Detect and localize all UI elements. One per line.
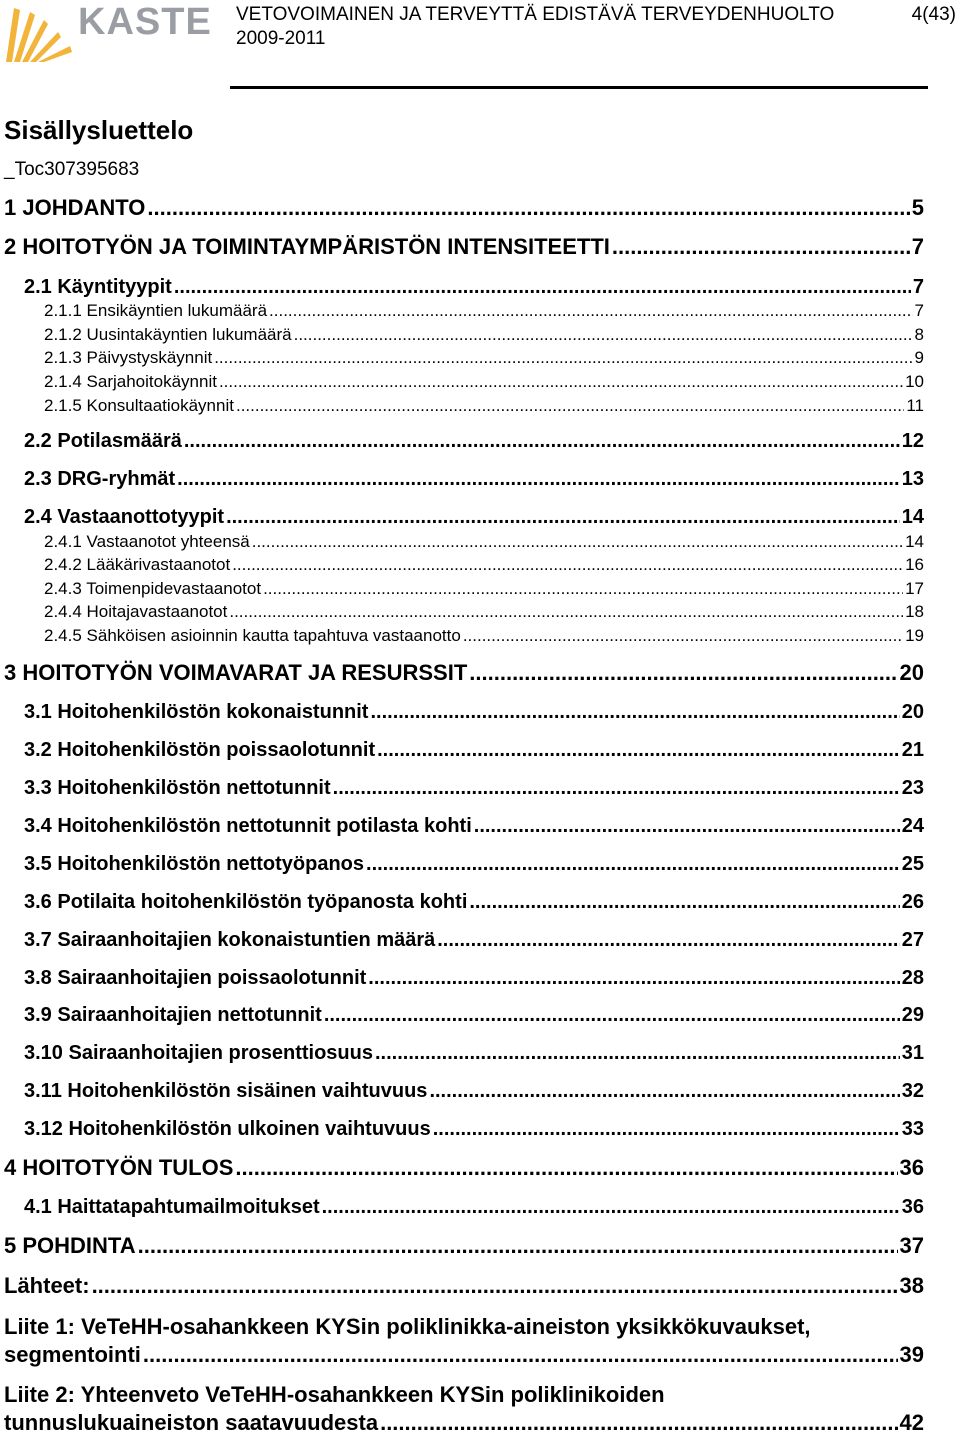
document-title: VETOVOIMAINEN JA TERVEYTTÄ EDISTÄVÄ TERVEYDENHUOLTO	[236, 4, 835, 25]
toc-entry-3-10[interactable]	[24, 1040, 924, 1066]
toc-leader	[324, 1002, 900, 1028]
toc-entry-label: 2 HOITOTYÖN JA TOIMINTAYMPÄRISTÖN INTENSITEETTI	[4, 234, 610, 259]
toc-entry-section-3[interactable]	[4, 659, 924, 687]
toc-entry-label: 3.5 Hoitohenkilöstön nettotyöpanos	[24, 853, 365, 875]
toc-entry-label: 2.1 Käyntityypit	[24, 276, 172, 298]
toc-entry-3-11[interactable]	[24, 1078, 924, 1104]
toc-entry-page: 7	[912, 276, 924, 298]
toc-entry-3-6[interactable]	[24, 889, 924, 915]
toc-entry-2-2[interactable]	[24, 428, 924, 454]
toc-entry-label: 2.4.3 Toimenpidevastaanotot	[44, 579, 262, 598]
toc-leader	[184, 428, 900, 454]
toc-entry-continuation	[4, 1341, 924, 1369]
toc-leader	[294, 324, 913, 346]
toc-entry-liite-1[interactable]	[4, 1313, 924, 1369]
toc-entry-label: 2.1.1 Ensikäyntien lukumäärä	[44, 301, 268, 320]
toc-leader	[375, 1040, 900, 1066]
toc-leader	[368, 965, 899, 991]
toc-leader	[433, 1116, 900, 1142]
toc-leader	[263, 578, 903, 600]
toc-entry-3-7[interactable]	[24, 927, 924, 953]
toc-entry-label: 2.3 DRG-ryhmät	[24, 468, 176, 490]
toc-entry-label: 3.2 Hoitohenkilöstön poissaolotunnit	[24, 739, 376, 761]
toc-entry-label: 5 POHDINTA	[4, 1233, 136, 1258]
document-years: 2009-2011	[236, 28, 326, 49]
toc-entry-label: 3.4 Hoitohenkilöstön nettotunnit potilasta kohti	[24, 815, 472, 837]
toc-entry-2-1-2[interactable]	[44, 324, 924, 346]
page-header	[0, 0, 960, 92]
toc-entry-label: 3 HOITOTYÖN VOIMAVARAT JA RESURSSIT	[4, 660, 468, 685]
toc-entry-page: 8	[914, 325, 924, 344]
toc-entry-label: 2.4 Vastaanottotyypit	[24, 506, 225, 528]
toc-entry-label: Lähteet:	[4, 1273, 90, 1298]
toc-entry-section-5[interactable]	[4, 1232, 924, 1260]
toc-entry-liite-2[interactable]	[4, 1381, 924, 1437]
toc-entry-2-1-1[interactable]	[44, 300, 924, 322]
toc-entry-page: 26	[901, 891, 924, 913]
toc-leader	[143, 1341, 898, 1369]
toc-entry-page: 33	[901, 1118, 924, 1140]
toc-entry-2-1[interactable]	[24, 274, 924, 300]
toc-entry-page: 9	[914, 348, 924, 367]
toc-entry-page: 27	[901, 929, 924, 951]
toc-entry-continuation	[4, 1409, 924, 1437]
toc-leader	[463, 625, 903, 647]
toc-leader	[214, 347, 912, 369]
toc-entry-2-4-3[interactable]	[44, 578, 924, 600]
toc-leader	[92, 1272, 898, 1300]
header-divider	[230, 86, 928, 89]
toc-entry-label-cont: segmentointi	[4, 1342, 141, 1367]
toc-entry-lahteet[interactable]	[4, 1272, 924, 1300]
toc-entry-page: 14	[901, 506, 924, 528]
toc-entry-page: 12	[901, 430, 924, 452]
toc-entry-label: 3.7 Sairaanhoitajien kokonaistuntien määrä	[24, 929, 436, 951]
toc-entry-2-1-5[interactable]	[44, 395, 924, 417]
toc-entry-page: 7	[911, 234, 924, 259]
toc-entry-3-8[interactable]	[24, 965, 924, 991]
toc-entry-page: 10	[905, 372, 924, 391]
toc-entry-page: 28	[901, 967, 924, 989]
logo-text: KASTE	[78, 1, 212, 43]
toc-entry-2-4[interactable]	[24, 504, 924, 530]
toc-entry-label: 3.3 Hoitohenkilöstön nettotunnit	[24, 777, 331, 799]
toc-leader	[429, 1078, 899, 1104]
toc-leader	[380, 1409, 897, 1437]
toc-entry-page: 18	[905, 602, 924, 621]
toc-entry-label: 3.1 Hoitohenkilöstön kokonaistunnit	[24, 701, 369, 723]
toc-leader	[612, 233, 910, 261]
toc-leader	[366, 851, 900, 877]
toc-leader	[235, 1154, 897, 1182]
toc-leader	[269, 300, 913, 322]
toc-entry-label: Liite 1: VeTeHH-osahankkeen KYSin poliklinikka-aineiston yksikkökuvaukset,	[4, 1314, 811, 1339]
toc-entry-page: 31	[901, 1042, 924, 1064]
toc-leader	[377, 737, 900, 763]
toc-leader	[147, 194, 909, 222]
toc-entry-page: 29	[901, 1004, 924, 1026]
toc-leader	[229, 601, 903, 623]
toc-leader	[474, 813, 900, 839]
toc-entry-page: 36	[901, 1196, 924, 1218]
toc-entry-page: 13	[901, 468, 924, 490]
toc-entry-2-1-4[interactable]	[44, 371, 924, 393]
toc-entry-3-12[interactable]	[24, 1116, 924, 1142]
toc-entry-page: 7	[914, 301, 924, 320]
toc-entry-label: 2.4.2 Lääkärivastaanotot	[44, 555, 231, 574]
toc-entry-label: 3.11 Hoitohenkilöstön sisäinen vaihtuvuus	[24, 1080, 428, 1102]
toc-entry-label: 2.4.5 Sähköisen asioinnin kautta tapahtuva vastaanotto	[44, 626, 461, 645]
toc-entry-label: 2.1.2 Uusintakäyntien lukumäärä	[44, 325, 292, 344]
toc-entry-page: 24	[901, 815, 924, 837]
toc-entry-4-1[interactable]	[24, 1194, 924, 1220]
toc-entry-3-3[interactable]	[24, 775, 924, 801]
toc-entry-section-2[interactable]	[4, 233, 924, 261]
toc-leader	[138, 1232, 898, 1260]
toc-entry-page: 25	[901, 853, 924, 875]
toc-entry-johdanto[interactable]	[4, 194, 924, 222]
toc-entry-page: 11	[906, 396, 924, 415]
toc-entry-2-1-3[interactable]	[44, 347, 924, 369]
toc-leader	[437, 927, 900, 953]
toc-entry-label: 4.1 Haittatapahtumailmoitukset	[24, 1196, 320, 1218]
toc-entry-label: 3.10 Sairaanhoitajien prosenttiosuus	[24, 1042, 373, 1064]
toc-entry-3-1[interactable]	[24, 699, 924, 725]
toc-entry-page: 17	[905, 579, 924, 598]
toc-entry-label: 3.9 Sairaanhoitajien nettotunnit	[24, 1004, 322, 1026]
toc-entry-page: 20	[901, 701, 924, 723]
toc-entry-page: 23	[901, 777, 924, 799]
toc-leader	[370, 699, 899, 725]
toc-entry-page: 38	[899, 1273, 924, 1298]
sun-rays-icon	[4, 2, 76, 64]
toc-entry-page: 16	[905, 555, 924, 574]
toc-leader	[252, 531, 903, 553]
toc-entry-page: 37	[899, 1233, 924, 1258]
toc-leader	[469, 659, 897, 687]
toc-leader	[236, 395, 904, 417]
toc-entry-label: 1 JOHDANTO	[4, 195, 146, 220]
toc-entry-label: 4 HOITOTYÖN TULOS	[4, 1155, 234, 1180]
toc-entry-label: 3.6 Potilaita hoitohenkilöstön työpanosta kohti	[24, 891, 468, 913]
toc-heading: Sisällysluettelo	[4, 115, 194, 145]
toc-entry-3-2[interactable]	[24, 737, 924, 763]
toc-leader	[232, 554, 903, 576]
toc-leader	[226, 504, 900, 530]
toc-entry-label: 2.4.4 Hoitajavastaanotot	[44, 602, 228, 621]
toc-entry-2-4-1[interactable]	[44, 531, 924, 553]
toc-entry-label: 3.12 Hoitohenkilöstön ulkoinen vaihtuvuus	[24, 1118, 431, 1140]
page-number: 4(43)	[911, 4, 956, 25]
toc-leader	[322, 1194, 900, 1220]
toc-entry-2-3[interactable]	[24, 466, 924, 492]
toc-entry-label: 2.1.4 Sarjahoitokäynnit	[44, 372, 217, 391]
toc-entry-page: 20	[899, 660, 924, 685]
toc-entry-3-5[interactable]	[24, 851, 924, 877]
toc-entry-section-4[interactable]	[4, 1154, 924, 1182]
toc-entry-3-4[interactable]	[24, 813, 924, 839]
toc-leader	[469, 889, 899, 915]
toc-entry-page: 19	[905, 626, 924, 645]
kaste-logo	[4, 2, 214, 64]
toc-entry-label: 2.1.3 Päivystyskäynnit	[44, 348, 213, 367]
toc-entry-label: 2.1.5 Konsultaatiokäynnit	[44, 396, 234, 415]
toc-leader	[174, 274, 911, 300]
toc-entry-label: Liite 2: Yhteenveto VeTeHH-osahankkeen KYSin poliklinikoiden	[4, 1382, 665, 1407]
toc-entry-page: 36	[899, 1155, 924, 1180]
toc-entry-label-cont: tunnuslukuaineiston saatavuudesta	[4, 1410, 379, 1435]
toc-leader	[177, 466, 900, 492]
toc-entry-2-4-4[interactable]	[44, 601, 924, 623]
toc-entry-label: 3.8 Sairaanhoitajien poissaolotunnit	[24, 967, 367, 989]
toc-entry-page: 21	[901, 739, 924, 761]
toc-entry-page: 14	[905, 532, 924, 551]
toc-leader	[219, 371, 903, 393]
toc-entry-2-4-2[interactable]	[44, 554, 924, 576]
toc-entry-label: 2.4.1 Vastaanotot yhteensä	[44, 532, 250, 551]
toc-entry-label: 2.2 Potilasmäärä	[24, 430, 182, 452]
toc-entry-page: 5	[911, 195, 924, 220]
toc-entry-2-4-5[interactable]	[44, 625, 924, 647]
toc-anchor-text: _Toc307395683	[4, 159, 140, 180]
toc-leader	[333, 775, 900, 801]
toc-entry-3-9[interactable]	[24, 1002, 924, 1028]
toc-entry-page: 32	[901, 1080, 924, 1102]
toc-entry-page: 42	[899, 1410, 924, 1435]
toc-entry-page: 39	[899, 1342, 924, 1367]
